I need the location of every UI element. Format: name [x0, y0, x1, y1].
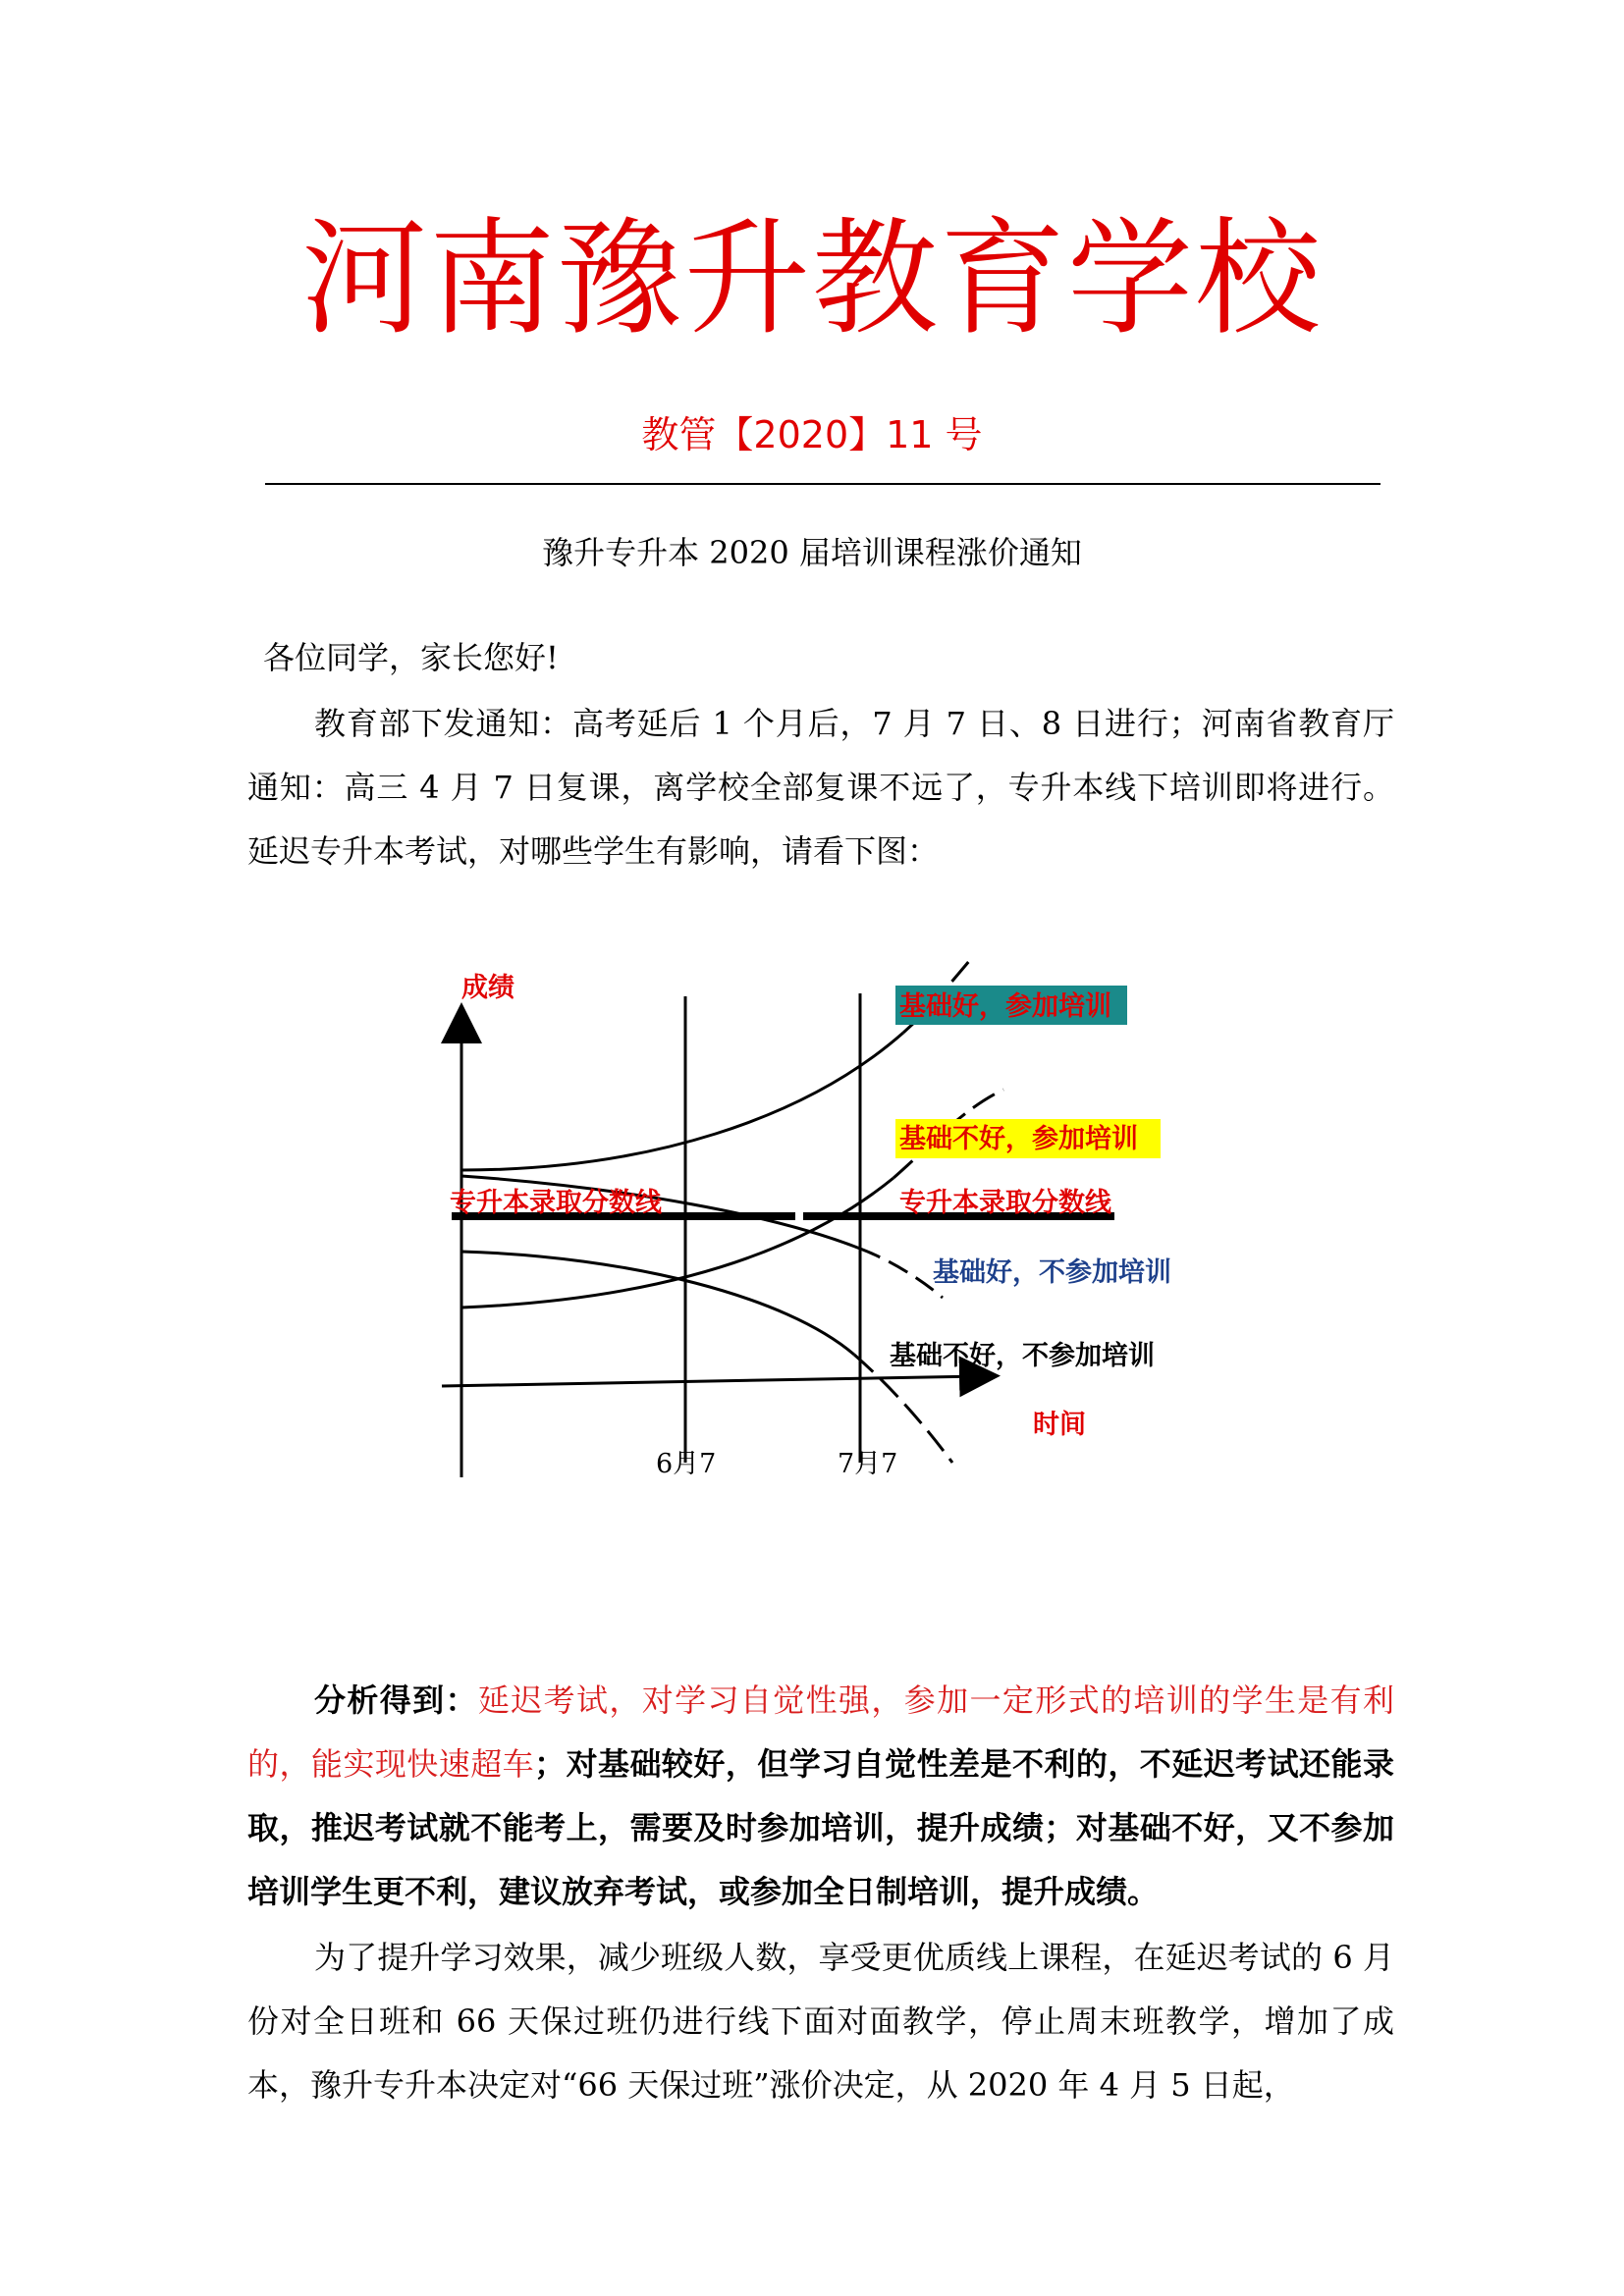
tick-july: 7月7: [838, 1449, 898, 1479]
org-title: 河南豫升教育学校: [300, 206, 1323, 352]
analysis-lead: 分析得到：: [314, 1682, 478, 1719]
tick-june: 6月7: [656, 1449, 717, 1479]
x-axis-label: 时间: [1033, 1410, 1086, 1440]
series-label-weak-untrained: 基础不好，不参加培训: [890, 1341, 1155, 1371]
doc-number: 教管【2020】11 号: [641, 413, 983, 456]
paragraph-analysis: [247, 1669, 1394, 1924]
paragraph-3: 为了提升学习效果，减少班级人数，享受更优质线上课程，在延迟考试的 6 月份对全日班和 66 天保过班仍进行线下面对面教学，停止周末班教学，增加了成本，豫升专升本决定对“66 天保过班”涨价决定，从 2020 年 4 月 5 日起，: [247, 1939, 1394, 2104]
paragraph-1: 教育部下发通知：高考延后 1 个月后，7 月 7 日、8 日进行；河南省教育厅通知：高三 4 月 7 日复课，离学校全部复课不远了，专升本线下培训即将进行。延迟专升本考试，对哪些学生有影响，请看下图：: [247, 705, 1394, 870]
notice-title: 豫升专升本 2020 届培训课程涨价通知: [542, 534, 1082, 571]
curve-good-untrained-ext: [860, 1249, 943, 1298]
series-label-weak-trained: 基础不好，参加培训: [899, 1124, 1138, 1154]
curve-good-trained: [461, 1033, 903, 1170]
x-axis: [442, 1376, 980, 1386]
greeting: 各位同学，家长您好!: [263, 639, 559, 676]
score-time-diagram: [432, 942, 1218, 1492]
series-label-good-trained: 基础好，参加培训: [899, 991, 1111, 1022]
y-axis-label: 成绩: [461, 973, 514, 1003]
threshold-label-right: 专升本录取分数线: [899, 1188, 1111, 1218]
header-divider: [265, 483, 1380, 485]
analysis-highlight: 延迟考试，对学习自觉性强，参加一定形式的培训的学生是有利的，能实现快速超车: [247, 1682, 1394, 1783]
series-label-good-untrained: 基础好，不参加培训: [933, 1257, 1171, 1288]
threshold-label-left: 专升本录取分数线: [450, 1188, 662, 1218]
analysis-rest: ；对基础较好，但学习自觉性差是不利的，不延迟考试还能录取，推迟考试就不能考上，需要及时参加培训，提升成绩；对基础不好，又不参加培训学生更不利，建议放弃考试，或参加全日制培训，提升成绩。: [247, 1745, 1394, 1910]
